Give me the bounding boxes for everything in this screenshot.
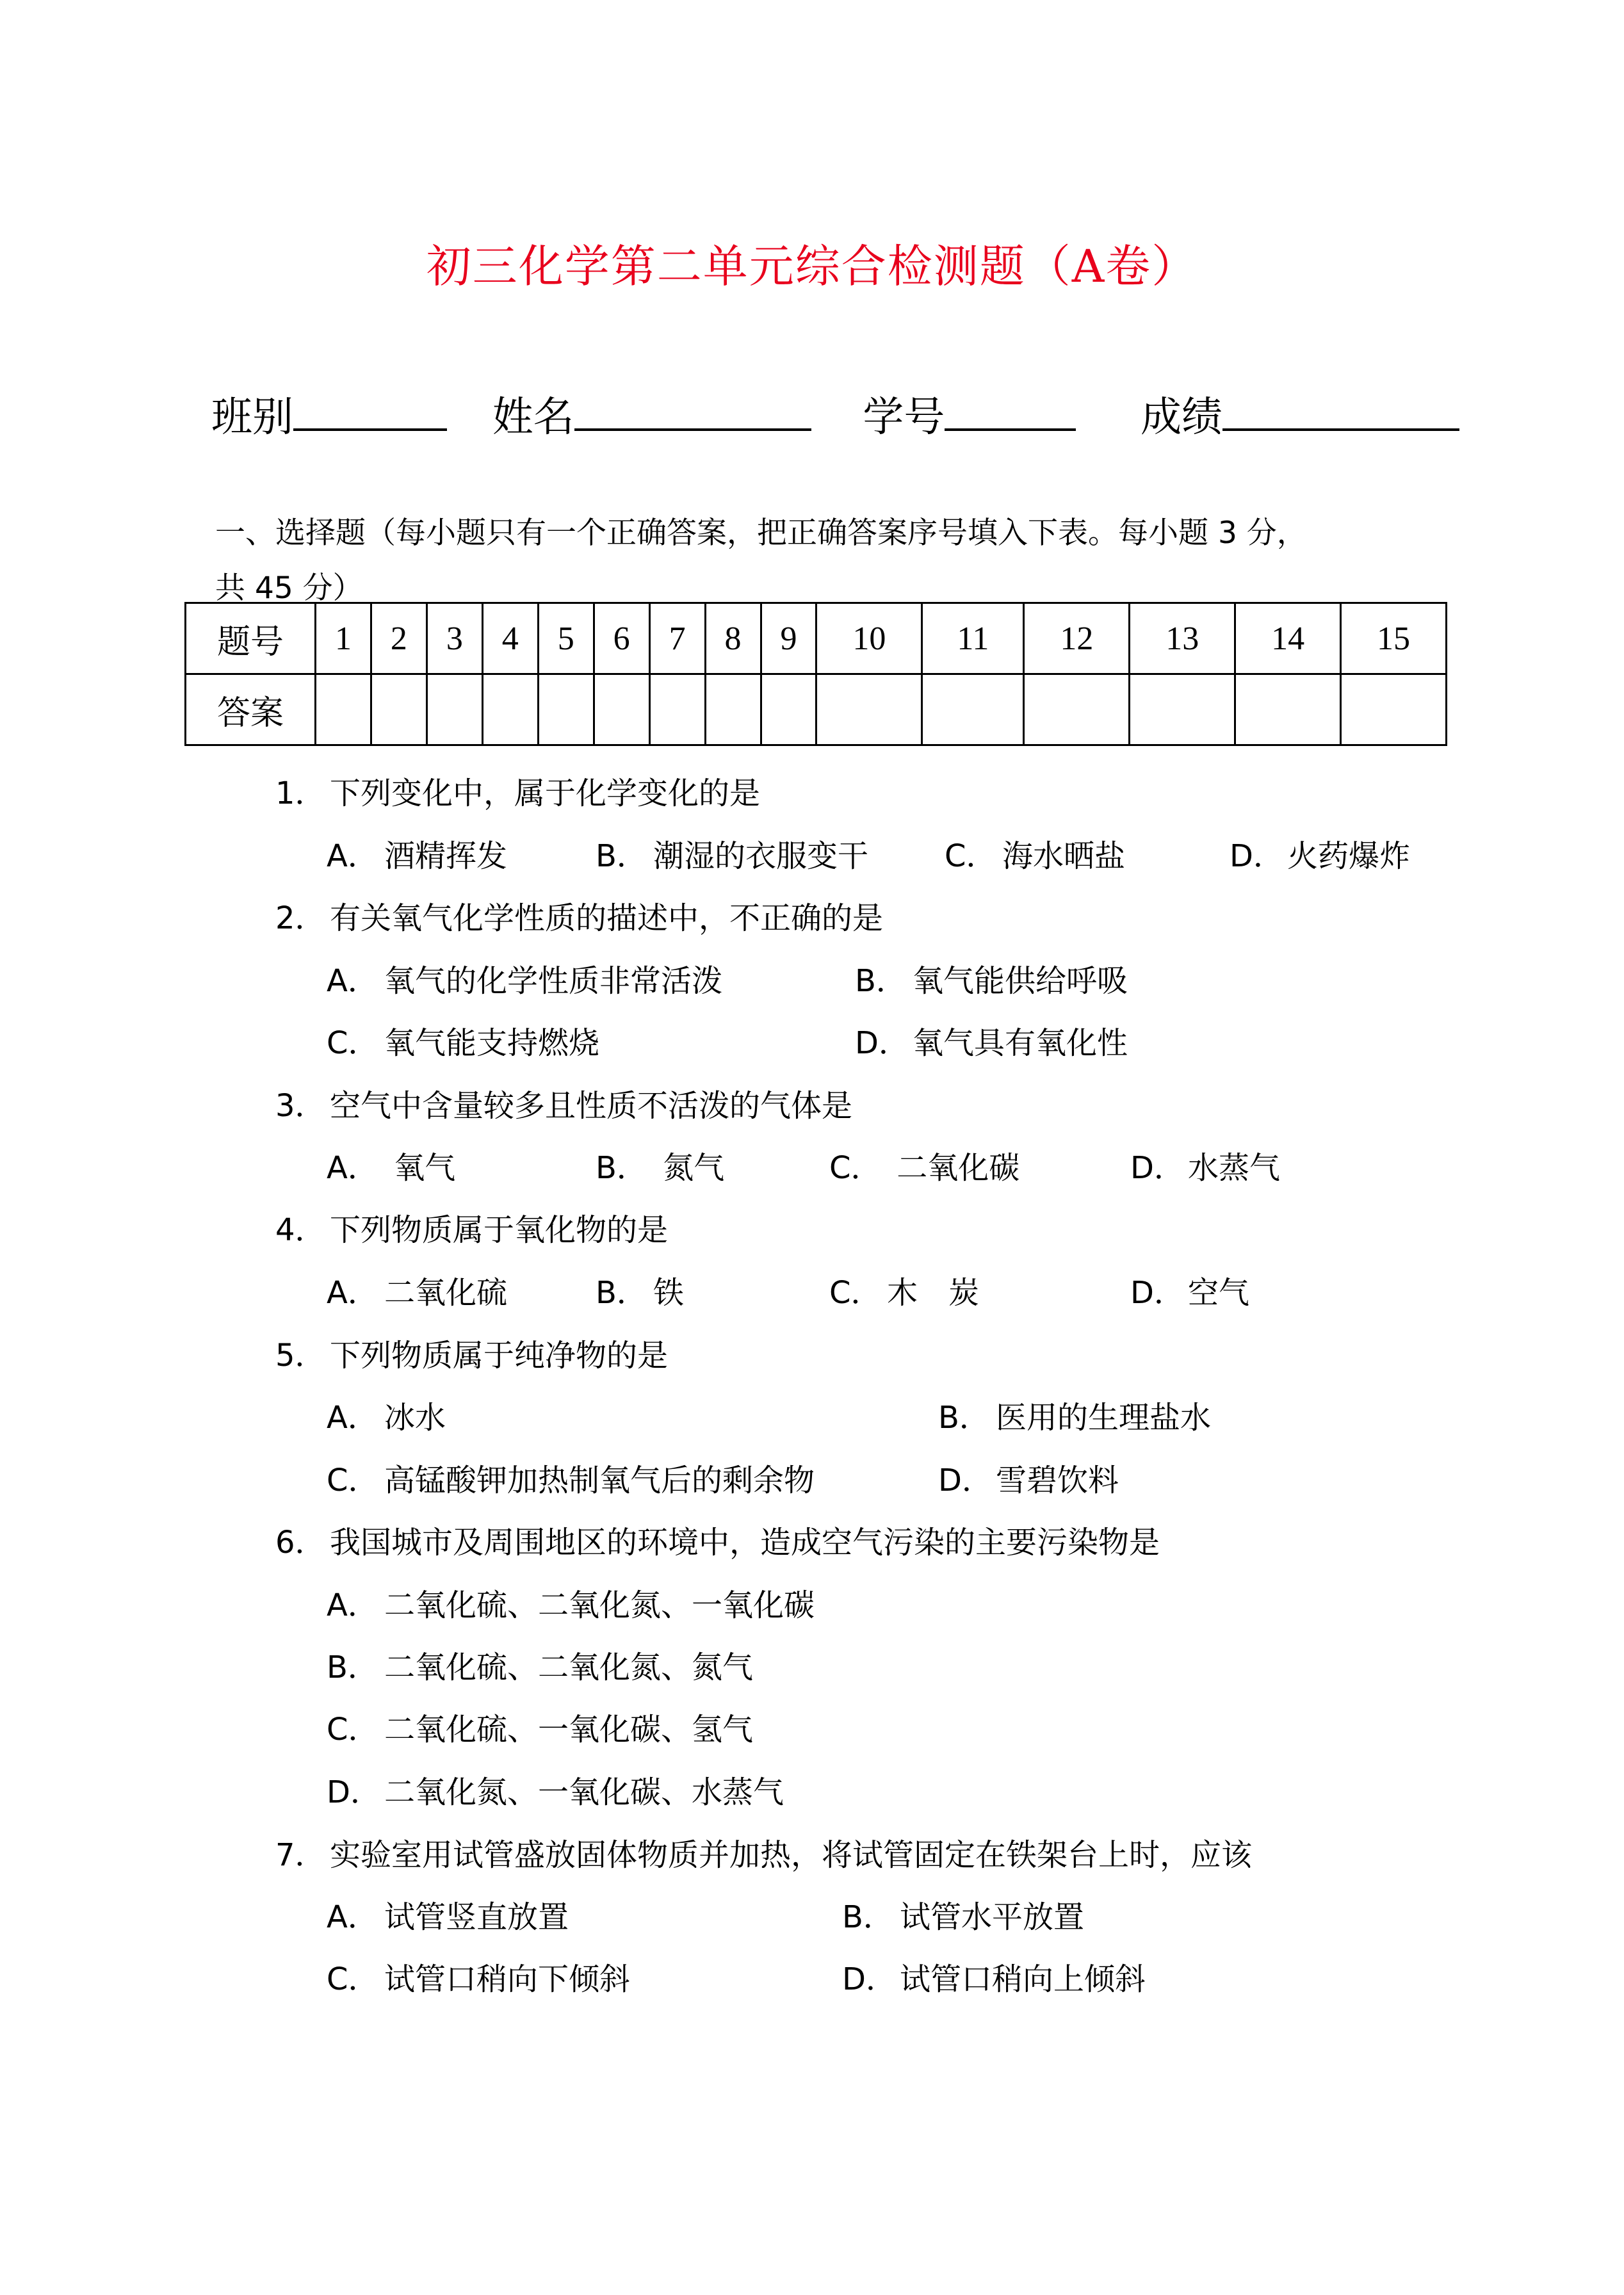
- question-1-option-b[interactable]: B． 潮湿的衣服变干: [596, 838, 869, 874]
- question-3-option-a[interactable]: A． 氧气: [327, 1150, 456, 1186]
- answer-cell[interactable]: [705, 674, 761, 745]
- question-number-cell: 5: [538, 603, 594, 674]
- question-3-option-d[interactable]: D． 水蒸气: [1130, 1150, 1281, 1186]
- answer-table: [184, 602, 1447, 746]
- section-heading-line2: 共 45 分）: [215, 571, 363, 606]
- question-number-cell: 3: [426, 603, 482, 674]
- student-info-line: [211, 384, 1459, 443]
- question-number-cell: 12: [1024, 603, 1130, 674]
- answer-cell[interactable]: [649, 674, 705, 745]
- question-number-cell: 14: [1235, 603, 1341, 674]
- answer-cell[interactable]: [482, 674, 538, 745]
- answer-cell[interactable]: [371, 674, 426, 745]
- answer-cell[interactable]: [922, 674, 1024, 745]
- question-4-option-c[interactable]: C． 木 炭: [829, 1275, 980, 1311]
- class-blank[interactable]: [293, 390, 447, 431]
- question-number-cell: 13: [1130, 603, 1235, 674]
- question-3-option-b[interactable]: B． 氮气: [596, 1150, 725, 1186]
- question-7-option-d[interactable]: D． 试管口稍向上倾斜: [842, 1961, 1146, 1997]
- score-label: 成绩: [1141, 394, 1223, 441]
- question-5-option-a[interactable]: A． 冰水: [327, 1400, 446, 1436]
- question-2-stem: 2． 有关氧气化学性质的描述中，不正确的是: [275, 900, 884, 936]
- student-id-blank[interactable]: [945, 390, 1076, 431]
- question-number-cell: 7: [649, 603, 705, 674]
- class-label: 班别: [211, 394, 293, 441]
- question-number-header: 题号: [186, 603, 316, 674]
- question-4-option-d[interactable]: D． 空气: [1130, 1275, 1250, 1311]
- question-number-cell: 10: [816, 603, 922, 674]
- question-4-option-b[interactable]: B． 铁: [596, 1275, 685, 1311]
- answer-cell[interactable]: [426, 674, 482, 745]
- student-id-label: 学号: [863, 394, 945, 441]
- question-number-cell: 9: [761, 603, 816, 674]
- question-6-option-a[interactable]: A． 二氧化硫、二氧化氮、一氧化碳: [327, 1587, 815, 1623]
- question-6-stem: 6． 我国城市及周围地区的环境中，造成空气污染的主要污染物是: [275, 1525, 1160, 1561]
- question-4-option-a[interactable]: A． 二氧化硫: [327, 1275, 508, 1311]
- answer-cell[interactable]: [816, 674, 922, 745]
- question-number-cell: 15: [1341, 603, 1447, 674]
- answer-cell[interactable]: [1235, 674, 1341, 745]
- question-7-stem: 7． 实验室用试管盛放固体物质并加热，将试管固定在铁架台上时，应该: [275, 1837, 1253, 1873]
- question-3-stem: 3． 空气中含量较多且性质不活泼的气体是: [275, 1088, 853, 1124]
- question-1-option-a[interactable]: A． 酒精挥发: [327, 838, 508, 874]
- name-blank[interactable]: [574, 390, 811, 431]
- page-title: 初三化学第二单元综合检测题（A卷）: [426, 240, 1198, 293]
- answer-row: [186, 674, 1447, 745]
- question-number-cell: 4: [482, 603, 538, 674]
- question-7-option-b[interactable]: B． 试管水平放置: [842, 1899, 1085, 1935]
- answer-cell[interactable]: [538, 674, 594, 745]
- answer-header: 答案: [186, 674, 316, 745]
- question-1-stem: 1． 下列变化中，属于化学变化的是: [275, 775, 761, 811]
- question-number-cell: 1: [316, 603, 371, 674]
- question-6-option-b[interactable]: B． 二氧化硫、二氧化氮、氮气: [327, 1650, 754, 1685]
- answer-cell[interactable]: [316, 674, 371, 745]
- question-number-cell: 8: [705, 603, 761, 674]
- answer-cell[interactable]: [1341, 674, 1447, 745]
- question-number-cell: 11: [922, 603, 1024, 674]
- section-heading: [215, 506, 1432, 616]
- question-7-option-c[interactable]: C． 试管口稍向下倾斜: [327, 1961, 631, 1997]
- question-number-row: [186, 603, 1447, 674]
- question-5-stem: 5． 下列物质属于纯净物的是: [275, 1338, 669, 1374]
- answer-cell[interactable]: [1024, 674, 1130, 745]
- question-6-option-c[interactable]: C． 二氧化硫、一氧化碳、氢气: [327, 1712, 754, 1748]
- question-7-option-a[interactable]: A． 试管竖直放置: [327, 1899, 569, 1935]
- question-5-option-b[interactable]: B． 医用的生理盐水: [938, 1400, 1212, 1436]
- question-2-option-d[interactable]: D． 氧气具有氧化性: [855, 1025, 1128, 1061]
- name-label: 姓名: [492, 394, 574, 441]
- question-1-option-c[interactable]: C． 海水晒盐: [945, 838, 1126, 874]
- question-number-cell: 2: [371, 603, 426, 674]
- question-4-stem: 4． 下列物质属于氧化物的是: [275, 1212, 669, 1248]
- section-heading-line1: 一、选择题（每小题只有一个正确答案，把正确答案序号填入下表。每小题 3 分，: [215, 515, 1307, 551]
- question-number-cell: 6: [594, 603, 649, 674]
- question-2-option-b[interactable]: B． 氧气能供给呼吸: [855, 963, 1128, 999]
- answer-cell[interactable]: [1130, 674, 1235, 745]
- score-blank[interactable]: [1222, 390, 1459, 431]
- question-5-option-c[interactable]: C． 高锰酸钾加热制氧气后的剩余物: [327, 1463, 815, 1498]
- question-5-option-d[interactable]: D． 雪碧饮料: [938, 1463, 1119, 1498]
- question-3-option-c[interactable]: C． 二氧化碳: [829, 1150, 1020, 1186]
- question-1-option-d[interactable]: D． 火药爆炸: [1230, 838, 1411, 874]
- answer-cell[interactable]: [761, 674, 816, 745]
- question-2-option-c[interactable]: C． 氧气能支持燃烧: [327, 1025, 600, 1061]
- answer-cell[interactable]: [594, 674, 649, 745]
- question-2-option-a[interactable]: A． 氧气的化学性质非常活泼: [327, 963, 723, 999]
- question-6-option-d[interactable]: D． 二氧化氮、一氧化碳、水蒸气: [327, 1774, 784, 1810]
